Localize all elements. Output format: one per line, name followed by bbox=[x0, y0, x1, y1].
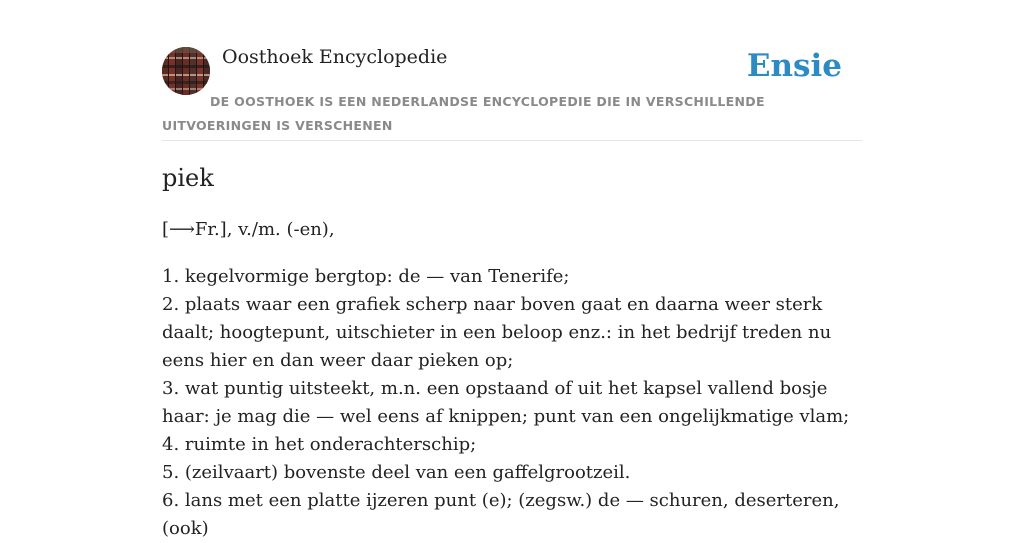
definition-item: 6. lans met een platte ijzeren punt (e); (zegsw.) de — schuren, deserteren, (ook) bbox=[162, 490, 840, 539]
book-spines-icon[interactable] bbox=[162, 47, 210, 95]
definition-item: 3. wat puntig uitsteekt, m.n. een opstaand of uit het kapsel vallend bosje haar: je mag die — wel eens af knippen; punt van een ongelijkmatige vlam; bbox=[162, 378, 850, 427]
site-title[interactable]: Oosthoek Encyclopedie bbox=[222, 46, 448, 68]
entry-etymology: [⟶Fr.], v./m. (-en), bbox=[162, 219, 335, 240]
ensie-logo-link[interactable]: Ensie bbox=[746, 48, 842, 84]
entry-definitions bbox=[162, 263, 862, 543]
definition-item: 1. kegelvormige bergtop: de — van Tenerife; bbox=[162, 266, 570, 287]
definition-item: 4. ruimte in het onderachterschip; bbox=[162, 434, 477, 455]
site-tagline: DE OOSTHOEK IS EEN NEDERLANDSE ENCYCLOPEDIE DIE IN VERSCHILLENDE UITVOERINGEN IS VERSCHENEN bbox=[162, 94, 765, 133]
definition-item: 5. (zeilvaart) bovenste deel van een gaffelgrootzeil. bbox=[162, 462, 631, 483]
definition-item: 2. plaats waar een grafiek scherp naar boven gaat en daarna weer sterk daalt; hoogtepunt, uitschieter in een beloop enz.: in het bedrijf treden nu eens hier en dan weer daar pieken op; bbox=[162, 294, 832, 371]
site-header bbox=[162, 0, 862, 141]
entry-headword: piek bbox=[162, 164, 214, 192]
page bbox=[162, 0, 862, 539]
